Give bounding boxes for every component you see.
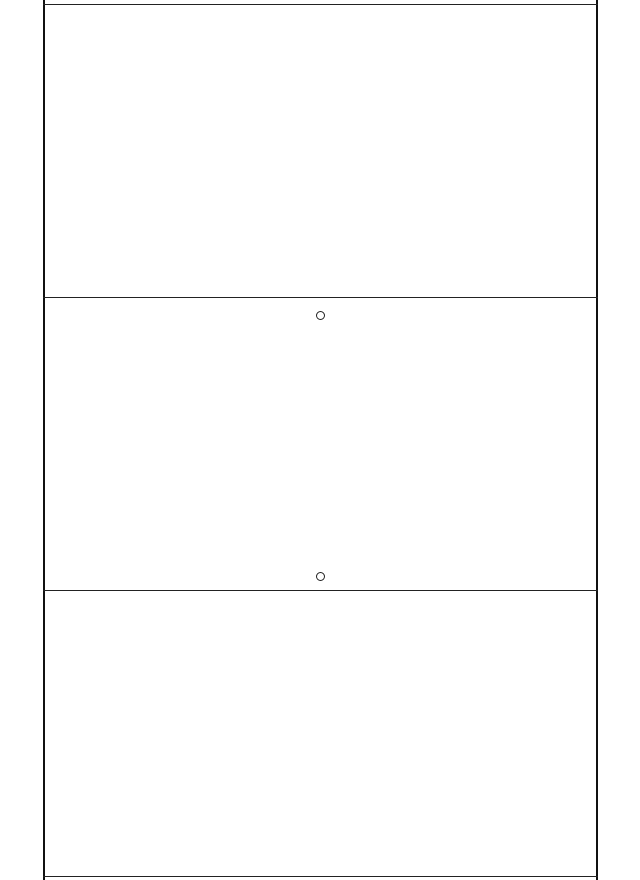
bottom-section bbox=[48, 596, 526, 874]
section-divider-lower bbox=[43, 590, 598, 591]
top-rule bbox=[43, 4, 598, 5]
top-section bbox=[48, 8, 596, 294]
circle-mark bbox=[316, 311, 325, 320]
circle-mark bbox=[316, 572, 325, 581]
bottom-rule bbox=[43, 876, 598, 877]
section-divider-upper bbox=[43, 297, 598, 298]
